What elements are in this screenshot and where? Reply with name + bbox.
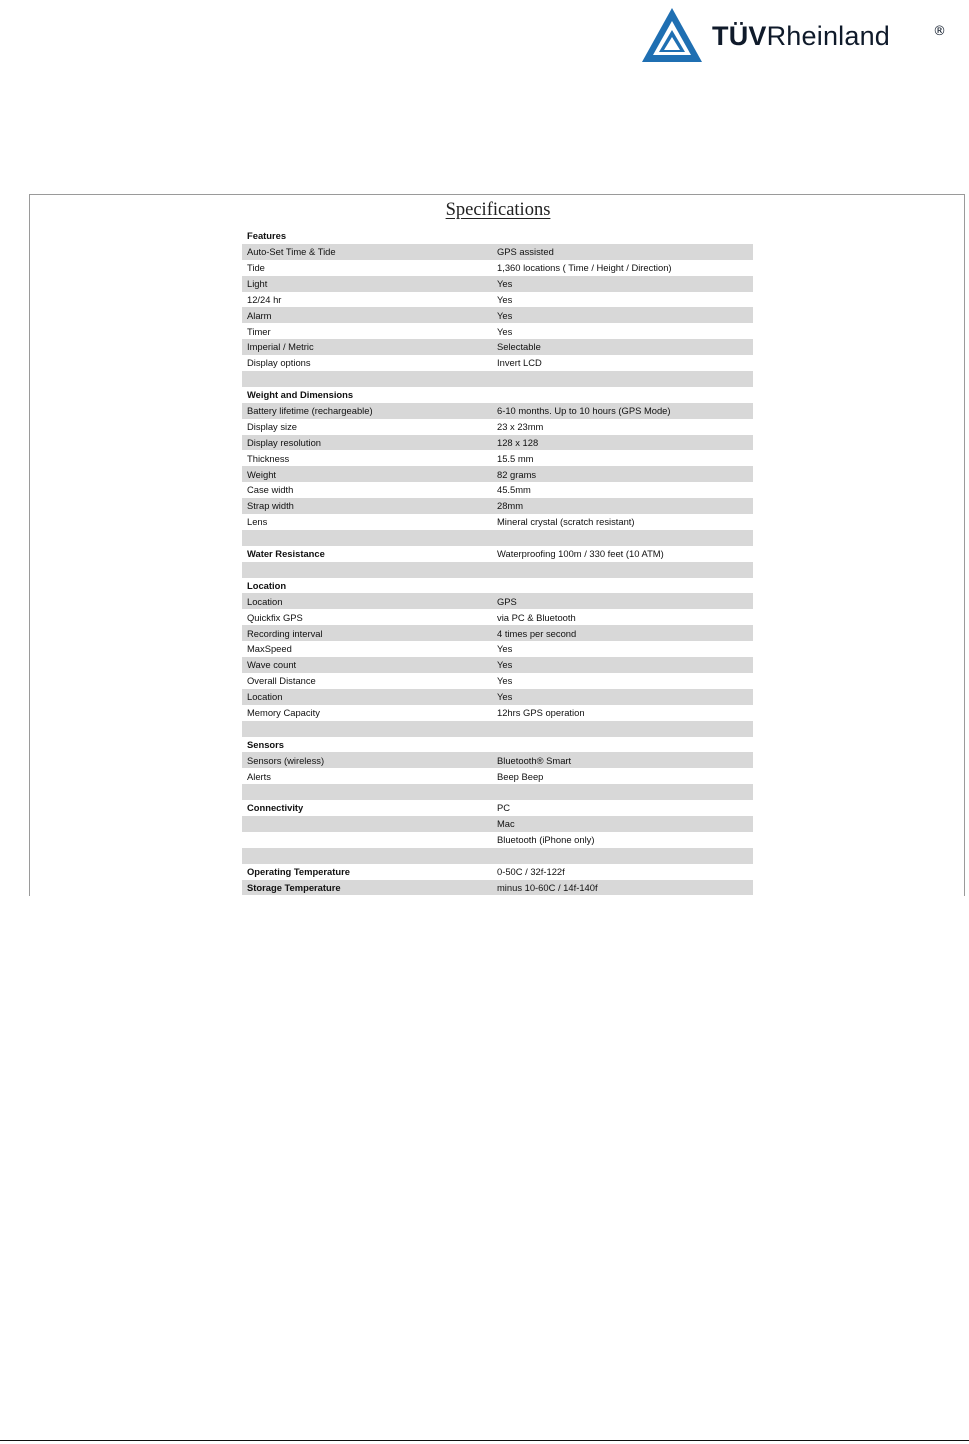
spec-row-label: Battery lifetime (rechargeable) [247,405,373,417]
spec-row [242,244,753,260]
spec-row-value: 0-50C / 32f-122f [497,865,565,877]
spec-row [242,466,753,482]
spec-row-label: Tide [247,262,265,274]
spec-row-label: Auto-Set Time & Tide [247,246,336,258]
spec-row-value: 6-10 months. Up to 10 hours (GPS Mode) [497,405,671,417]
spec-row [242,228,753,244]
tuv-rheinland-logo [641,6,890,64]
spec-row [242,848,753,864]
spec-row [242,689,753,705]
spec-row-value: 4 times per second [497,627,577,639]
spec-row [242,387,753,403]
spec-row [242,816,753,832]
spec-row [242,562,753,578]
spec-row-label: Features [247,230,287,242]
spec-row-value: via PC & Bluetooth [497,611,576,623]
spec-row-label: Connectivity [247,802,304,814]
spec-row [242,323,753,339]
spec-row [242,752,753,768]
spec-row [242,530,753,546]
spec-row [242,625,753,641]
spec-row [242,276,753,292]
spec-row-value: GPS assisted [497,246,554,258]
spec-row-value: 128 x 128 [497,436,539,448]
spec-row [242,784,753,800]
spec-row-label: 12/24 hr [247,293,282,305]
spec-table [242,228,753,895]
spec-row-label: Display options [247,357,311,369]
spec-row-label: Location [247,595,283,607]
spec-row-label: Timer [247,325,271,337]
spec-row [242,657,753,673]
spec-row-value: Bluetooth® Smart [497,754,572,766]
spec-row-value: 12hrs GPS operation [497,706,585,718]
spec-title: Specifications [445,200,551,220]
spec-row-value: Yes [497,643,513,655]
spec-row [242,419,753,435]
registered-mark: ® [933,24,946,39]
spec-row [242,721,753,737]
spec-row-value: Yes [497,277,513,289]
spec-row [242,737,753,753]
spec-row-label: Overall Distance [247,675,316,687]
spec-row [242,864,753,880]
spec-row-value: Mac [497,818,515,830]
spec-row-value: PC [497,802,511,814]
spec-row-label: Sensors (wireless) [247,754,325,766]
logo-wordmark [712,20,891,51]
spec-row [242,546,753,562]
spec-row [242,705,753,721]
spec-row-value: Selectable [497,341,541,353]
logo-brand-bold: TÜV [712,20,767,51]
spec-row-value: GPS [497,595,517,607]
spec-row-label: Location [247,691,283,703]
spec-row [242,800,753,816]
spec-row-value: Waterproofing 100m / 330 feet (10 ATM) [497,548,664,560]
logo-brand-light: Rheinland [766,20,891,51]
spec-row [242,593,753,609]
spec-row-label: Weight [247,468,277,480]
spec-row-value: Yes [497,293,513,305]
spec-row [242,450,753,466]
spec-row [242,641,753,657]
spec-row-label: Weight and Dimensions [247,389,354,401]
spec-row-value: Bluetooth (iPhone only) [497,834,595,846]
spec-row-label: Recording interval [247,627,323,639]
spec-row [242,435,753,451]
spec-row-value: Invert LCD [497,357,542,369]
spec-row-label: Water Resistance [247,548,325,560]
spec-row-label: Strap width [247,500,294,512]
triangle-logo-icon [641,7,703,63]
spec-row [242,339,753,355]
spec-row-label: Alarm [247,309,272,321]
spec-row-value: Yes [497,675,513,687]
spec-row-label: Wave count [247,659,297,671]
page-bottom-rule [0,1440,969,1441]
spec-row-label: Quickfix GPS [247,611,303,623]
spec-row [242,514,753,530]
spec-row-label: Lens [247,516,268,528]
spec-row-value: 45.5mm [497,484,531,496]
spec-row-label: Thickness [247,452,290,464]
spec-row [242,832,753,848]
spec-row [242,260,753,276]
spec-row [242,371,753,387]
spec-row-value: Yes [497,325,513,337]
spec-row-label: Display size [247,420,298,432]
spec-row-value: Mineral crystal (scratch resistant) [497,516,635,528]
spec-row [242,307,753,323]
spec-row-value: 15.5 mm [497,452,534,464]
spec-row [242,880,753,896]
spec-row-label: Alerts [247,770,271,782]
spec-row-value: Yes [497,309,513,321]
spec-row [242,482,753,498]
spec-row [242,498,753,514]
spec-row-value: 82 grams [497,468,537,480]
spec-row-label: Operating Temperature [247,865,350,877]
spec-row-label: MaxSpeed [247,643,292,655]
spec-row-label: Display resolution [247,436,321,448]
spec-row-label: Sensors [247,738,284,750]
spec-row-label: Light [247,277,268,289]
spec-row-label: Memory Capacity [247,706,320,718]
spec-row [242,403,753,419]
spec-row-value: 23 x 23mm [497,420,544,432]
spec-row [242,609,753,625]
spec-row [242,768,753,784]
spec-row-label: Location [247,579,287,591]
spec-row-label: Storage Temperature [247,881,341,893]
spec-row-value: 28mm [497,500,524,512]
spec-row-value: minus 10-60C / 14f-140f [497,881,598,893]
spec-row-value: Yes [497,659,513,671]
spec-row-label: Case width [247,484,294,496]
spec-row [242,578,753,594]
spec-row-value: 1,360 locations ( Time / Height / Direction) [497,262,672,274]
spec-row [242,673,753,689]
spec-row-label: Imperial / Metric [247,341,314,353]
spec-row-value: Yes [497,691,513,703]
spec-row [242,292,753,308]
spec-sheet [29,194,965,896]
spec-row-value: Beep Beep [497,770,544,782]
spec-row [242,355,753,371]
